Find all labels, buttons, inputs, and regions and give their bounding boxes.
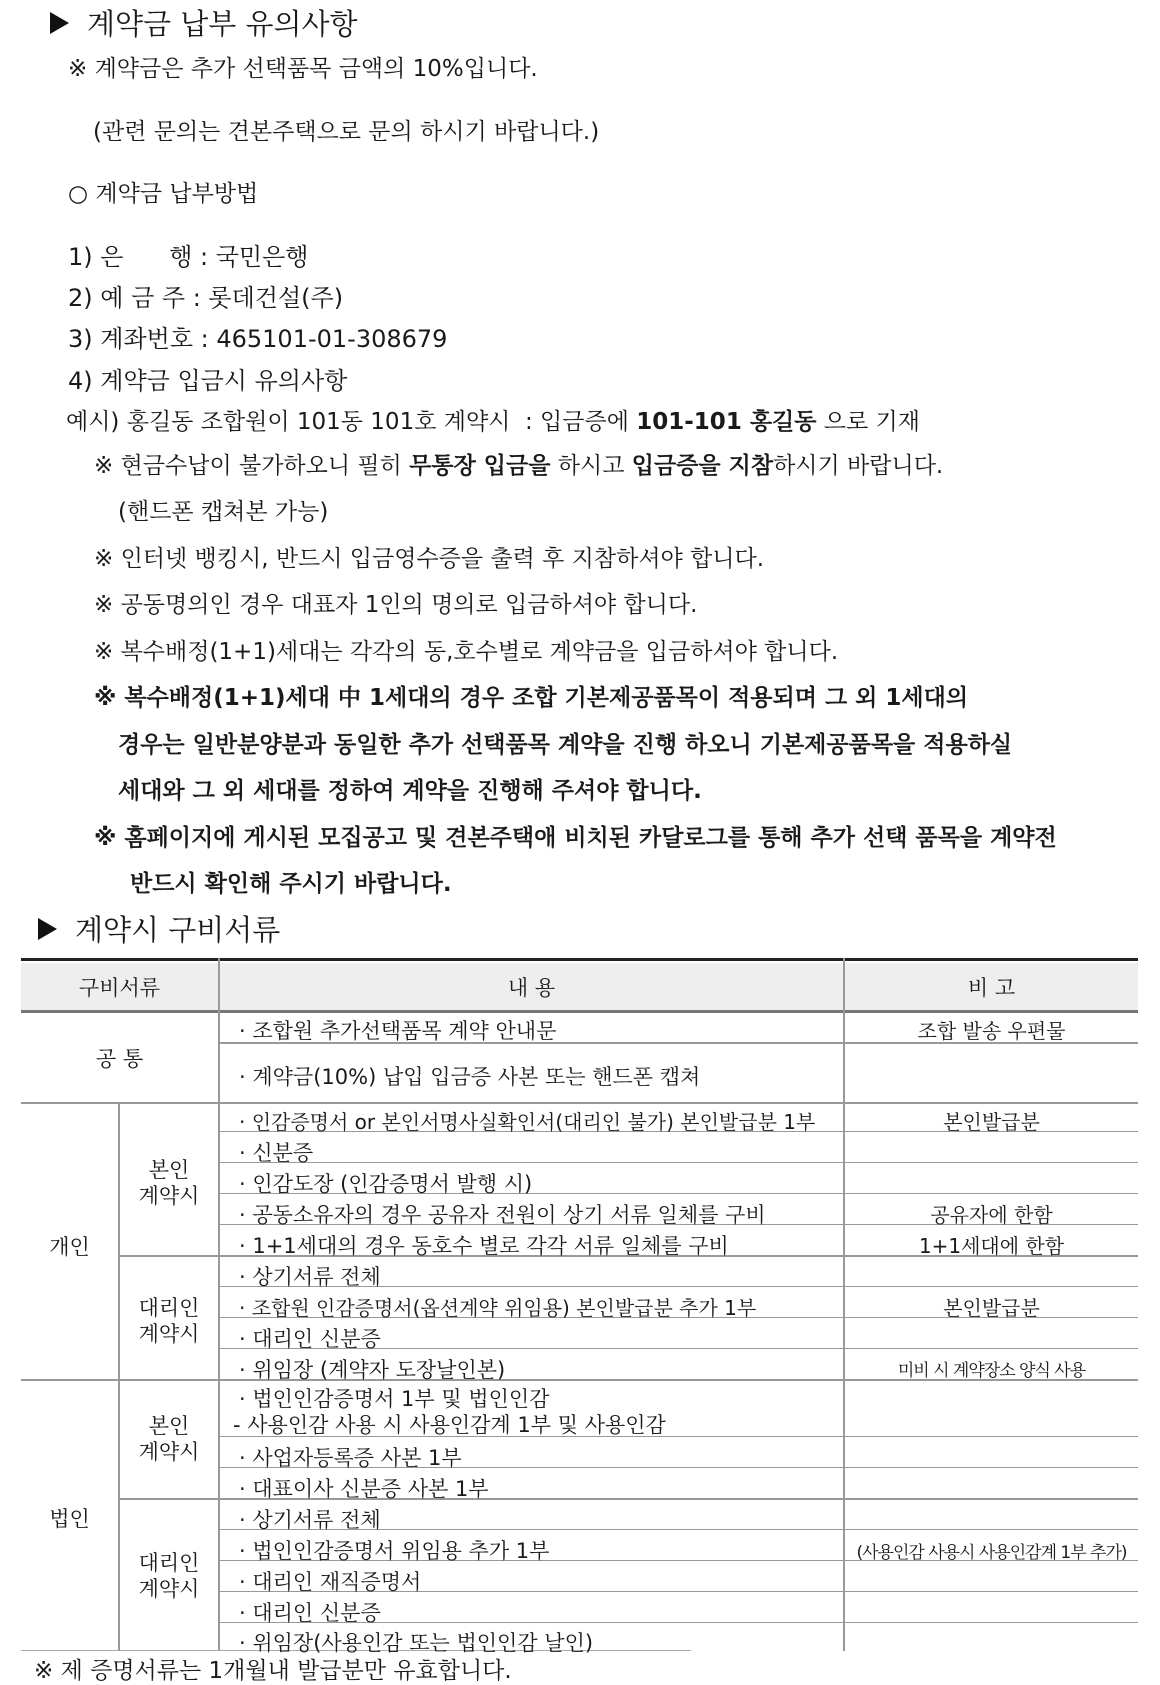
cash-text-bold-2: 입금증을 지참 [631,453,774,479]
corporate-self-row: - 사용인감 사용 시 사용인감계 1부 및 사용인감 [233,1413,666,1437]
corporate-proxy-row: · 법인인감증명서 위임용 추가 1부 [239,1539,550,1563]
row-line [218,1162,1138,1163]
individual-self-note: 1+1세대에 한함 [918,1234,1065,1258]
bank-value: 국민은행 [215,243,309,271]
individual-label: 개인 [49,1235,90,1259]
individual-self-row: · 신분증 [239,1141,314,1165]
example-line [66,403,920,436]
corporate-label: 법인 [49,1507,90,1531]
multi-unit-bold-line1: ※ 복수배정(1+1)세대 中 1세대의 경우 조합 기본제공품목이 적용되며 그 외 1세대의 [94,685,969,711]
account-number: 465101-01-308679 [216,325,448,353]
individual-self-row: · 1+1세대의 경우 동호수 별로 각각 서류 일체를 구비 [239,1234,729,1258]
corporate-proxy-label-1: 대리인 [138,1551,200,1575]
row-line [21,1102,1138,1104]
corporate-self-row: · 대표이사 신분증 사본 1부 [239,1477,489,1501]
common-label: 공 통 [95,1047,144,1071]
example-text-c: 으로 기재 [816,409,920,435]
example-text-a: 예시) 홍길동 조합원이 101동 101호 계약시 : 입금증에 [66,409,637,435]
multi-unit-bold-line2: 경우는 일반분양분과 동일한 추가 선택품목 계약을 진행 하오니 기본제공품목을 적용하실 [118,732,1013,758]
corporate-self-label-1: 본인 [148,1414,190,1438]
corporate-self-row: · 법인인감증명서 1부 및 법인인감 [239,1387,550,1411]
validity-footer-note: ※ 제 증명서류는 1개월내 발급분만 유효합니다. [34,1658,512,1684]
individual-self-row: · 인감증명서 or 본인서명사실확인서(대리인 불가) 본인발급분 1부 [239,1110,816,1134]
deposit-rate-note: ※ 계약금은 추가 선택품목 금액의 10%입니다. [68,56,538,82]
triangle-bullet-icon [50,12,69,34]
individual-self-row: · 인감도장 (인감증명서 발행 시) [239,1172,533,1196]
col-line [218,958,220,1651]
inquiry-note: (관련 문의는 견본주택으로 문의 하시기 바랍니다.) [93,119,600,145]
header-doc: 구비서류 [78,976,161,1000]
catalog-bold-line1: ※ 홈페이지에 게시된 모집공고 및 견본주택애 비치된 카달로그를 통해 추가 선택 품목을 계약전 [94,825,1057,851]
table-header-border [21,1010,1138,1013]
cash-text-bold-1: 무통장 입금을 [409,453,551,479]
catalog-bold-line2: 반드시 확인해 주시기 바랍니다. [130,871,452,897]
corporate-proxy-row: · 위임장(사용인감 또는 법인인감 날인) [239,1631,594,1655]
header-content: 내 용 [507,976,556,1000]
individual-self-label-1: 본인 [148,1158,190,1182]
multi-unit-note: ※ 복수배정(1+1)세대는 각각의 동,호수별로 계약금을 입금하셔야 합니다. [94,639,839,665]
individual-proxy-note: 미비 시 계약장소 양식 사용 [897,1361,1086,1381]
individual-proxy-row: · 상기서류 전체 [239,1265,381,1289]
common-row-1: · 조합원 추가선택품목 계약 안내문 [239,1019,557,1043]
cash-text-e: 하시기 바랍니다. [773,453,944,479]
section1-heading [50,2,358,43]
documents-table [21,958,1138,1655]
table-top-border [21,958,1138,961]
common-row-2: · 계약금(10%) 납입 입금증 사본 또는 핸드폰 캡쳐 [239,1065,701,1089]
bank-label: 1) 은 행 : [68,243,216,271]
section2-title: 계약시 구비서류 [75,913,281,947]
holder-label: 2) 예 금 주 : [68,284,209,312]
corporate-proxy-row: · 상기서류 전체 [239,1508,381,1532]
individual-proxy-note: 본인발급분 [943,1296,1040,1320]
individual-self-note: 본인발급분 [943,1110,1040,1134]
individual-proxy-row: · 대리인 신분증 [239,1327,381,1351]
holder-value: 롯데건설(주) [208,284,344,312]
individual-self-note: 공유자에 한함 [930,1203,1053,1227]
triangle-bullet-icon [38,918,57,940]
individual-proxy-row: · 조합원 인감증명서(옵션계약 위임용) 본인발급분 추가 1부 [239,1296,757,1320]
internet-banking-note: ※ 인터넷 뱅킹시, 반드시 입금영수증을 출력 후 지참하셔야 합니다. [94,546,765,572]
individual-proxy-row: · 위임장 (계약자 도장날인본) [239,1358,506,1382]
corporate-self-label-2: 계약시 [138,1440,200,1464]
common-row-1-note: 조합 발송 우편물 [917,1019,1066,1043]
example-text-bold: 101-101 홍길동 [636,409,817,435]
cash-note [94,447,943,480]
corporate-proxy-row: · 대리인 신분증 [239,1601,381,1625]
account-line [68,319,447,354]
section1-title: 계약금 납부 유의사항 [87,7,358,41]
cash-sub-note: (핸드폰 캡쳐본 가능) [118,499,329,525]
payment-method-title: ○ 계약금 납부방법 [68,181,259,207]
account-label: 3) 계좌번호 : [68,325,217,353]
corporate-proxy-label-2: 계약시 [138,1577,200,1601]
corporate-self-row: · 사업자등록증 사본 1부 [239,1446,462,1470]
cash-text-c: 하시고 [550,453,632,479]
section2-heading [38,908,280,949]
individual-proxy-label-2: 계약시 [138,1322,200,1346]
joint-name-note: ※ 공동명의인 경우 대표자 1인의 명의로 입금하셔야 합니다. [94,592,698,618]
bank-line [68,237,309,272]
corporate-proxy-row: · 대리인 재직증명서 [239,1570,422,1594]
individual-proxy-label-1: 대리인 [138,1296,200,1320]
holder-line [68,278,343,313]
individual-self-label-2: 계약시 [138,1184,200,1208]
corporate-proxy-note: (사용인감 사용시 사용인감계 1부 추가) [856,1543,1127,1563]
cash-text-a: ※ 현금수납이 불가하오니 필히 [94,453,410,479]
individual-self-row: · 공동소유자의 경우 공유자 전원이 상기 서류 일체를 구비 [239,1203,766,1227]
multi-unit-bold-line3: 세대와 그 외 세대를 정하여 계약을 진행해 주셔야 합니다. [118,778,702,804]
header-note: 비 고 [967,976,1016,1000]
deposit-caution-title: 4) 계약금 입금시 유의사항 [68,367,348,395]
